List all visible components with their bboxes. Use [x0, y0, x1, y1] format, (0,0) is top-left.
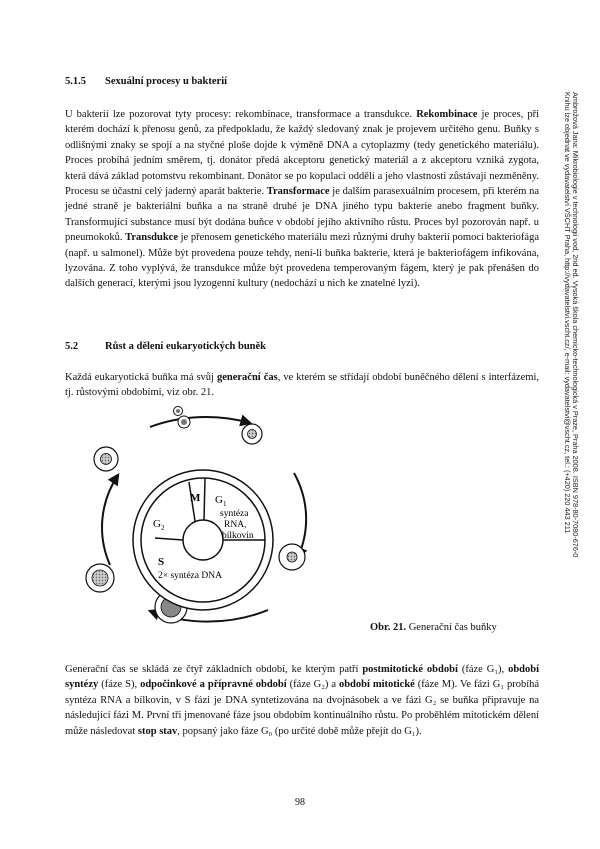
paragraph-cycle-phases — [65, 662, 539, 739]
term-generacni-cas: generační čas — [216, 372, 278, 383]
page-number: 98 — [295, 797, 305, 808]
term-mitoticke: období mitotické — [338, 679, 415, 691]
caption-text: Generační čas buňky — [406, 622, 497, 633]
cell-growing-left — [94, 447, 118, 471]
text-run: Generační čas se skládá ze čtyř základních období, ke kterým patří — [65, 664, 363, 675]
text-run: Každá eukaryotická buňka má svůj — [65, 372, 217, 383]
term-odpocinkove: odpočinkové a přípravné období — [140, 679, 287, 691]
label-g2: $G_2$ — [153, 518, 165, 532]
term-transdukce: Transdukce — [125, 232, 178, 244]
label-g1-line3: bílkovin — [222, 531, 254, 541]
text-run: , popsaný jako fáze G₀ (po určité době může přejít do G₁). — [177, 725, 422, 737]
label-s-line: 2× syntéza DNA — [158, 571, 222, 581]
text-run: (fáze G₁), — [457, 664, 509, 675]
paragraph-generation-time-intro — [65, 370, 539, 401]
paragraph-bacterial-processes — [65, 107, 539, 292]
label-m: M — [190, 492, 201, 504]
label-g1: $G_1$ — [215, 494, 227, 508]
text-run: (fáze S), — [98, 679, 141, 691]
section-heading-5-1-5 — [65, 76, 227, 87]
term-transformace: Transformace — [266, 186, 330, 198]
cell-cycle-diagram — [80, 405, 340, 630]
side-note-line-1: Ambrožová Jana: Mikrobiologie v technologii vod, 2nd ed. Vysoká škola chemicko-technologická v Praze, Praha 2008. ISBN 978-80-7080-676-0 — [571, 92, 580, 558]
term-postmitoticke: postmitotické období — [362, 664, 458, 675]
text-run: je proces, při kterém dochází k přenosu genů, za předpokladu, že každý sledovaný znak je projevem určitého genu. Buňky s odlišnými znaky se spojí a na styčné ploše dojde k výměně DNA a cytoplazmy (tedy genetického materiálu). Proces probíhá jedním směrem, tj. donátor předá akceptoru genetický materiál a z akceptoru vzniká zygota, která dává základ potomstvu rekombinant. Donátor se po kopulaci oddělí a jeho vlastnosti zůstávají nezměněny. Procesu se účastní celý jaderný aparát bakterie. — [65, 109, 539, 198]
term-rekombinace: Rekombinace — [416, 109, 478, 120]
cycle-arrow-top — [150, 417, 250, 427]
term-stop-stav: stop stav — [137, 725, 178, 737]
text-run: U bakterií lze pozorovat tyty procesy: rekombinace, transformace a transdukce. — [65, 109, 413, 120]
text-run: , ve kterém se střídají období buněčného dělení s interfázemi, tj. růstovými obdobími, viz obr. 21. — [65, 372, 539, 399]
section-title: Růst a dělení eukaryotických buněk — [105, 341, 267, 352]
caption-label: Obr. 21. — [370, 622, 407, 633]
section-heading-5-2 — [65, 341, 266, 352]
cycle-arrow-left — [102, 475, 118, 565]
label-s: S — [158, 556, 165, 568]
side-note — [563, 92, 579, 652]
cell-small-pair — [174, 407, 191, 429]
cell-growing-top-right — [242, 424, 262, 444]
section-title: Sexuální procesy u bakterií — [105, 76, 228, 87]
text-run: je přenosem genetického materiálu mezi různými druhy bakterií pomocí bakteriofága (např. u salmonel). Může být provedena pouze tehdy, není-li buňka bakterie, která je bakteriofágem infikována, lyzována. Z toho vyplývá, že transdukce může být provedena temperovaným fágem, který je pak přenášen do dalších generací, kterými jsou lyzogenní kultury (nedochází u nich ke znatelné lyzi). — [65, 232, 540, 290]
term-obdobi-syntezy: období syntézy — [65, 664, 539, 691]
text-run: (fáze M). Ve fázi G₁ probíhá syntéza RNA a bílkovin, v S fázi je DNA syntetizována na dvojnásobek a ve fázi G₂ se buňka připravuje na následující fázi M. První tři jmenované fáze jsou obdobím kontinuálního růstu. Po proběhlém mitotickém dělení může následovat — [65, 679, 540, 737]
label-g1-line2: RNA, — [224, 520, 247, 530]
section-number: 5.1.5 — [65, 76, 86, 87]
text-run: (fáze G₂) a — [286, 679, 339, 691]
figure-caption — [370, 622, 497, 633]
cell-g1-right — [279, 544, 305, 570]
cell-s-phase-left — [86, 564, 114, 592]
label-g1-line1: syntéza — [220, 509, 249, 519]
text-run: je dalším parasexuálním procesem, při kterém na jedné straně je bakteriální buňka a na straně druhé je DNA jiného typu bakterie anebo fragment buňky. Transformující substance musí být dodána buňce v období jejího aktivního růstu. Proces byl pozorován např. u pneumokoků. — [65, 186, 539, 244]
side-note-line-2: Knihu lze objednat ve vydavatelství VŠCHT Praha, http://vydavatelstvi.vscht.cz/, e-mail: vydavatelstvi@vscht.cz, tel.: (+420) 220 443 211 — [563, 92, 572, 534]
section-number: 5.2 — [65, 341, 79, 352]
